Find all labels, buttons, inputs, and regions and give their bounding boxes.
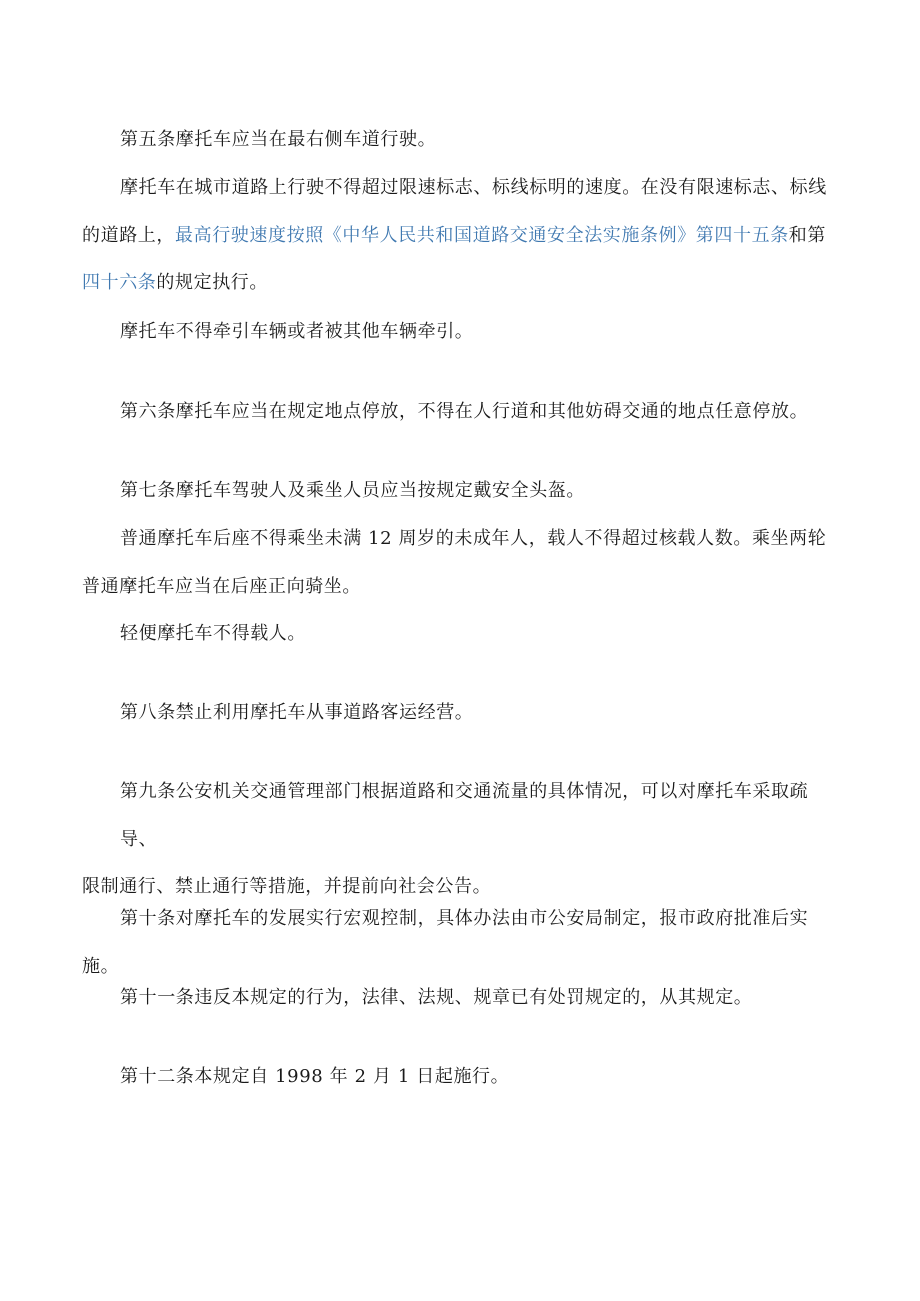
- article-5-paragraph-2: [82, 164, 832, 307]
- text-span: 的规定执行。: [156, 272, 269, 293]
- article-8-paragraph-1: 第八条禁止利用摩托车从事道路客运经营。: [120, 702, 474, 723]
- article-12-paragraph-1: 第十二条本规定自 1998 年 2 月 1 日起施行。: [120, 1066, 510, 1087]
- article-11-paragraph-1: 第十一条违反本规定的行为，法律、法规、规章已有处罚规定的，从其规定。: [120, 987, 753, 1008]
- article-9-line-2: 限制通行、禁止通行等措施，并提前向社会公告。: [82, 876, 492, 897]
- article-5-paragraph-2-line-1: 摩托车在城市道路上行驶不得超过限速标志、标线标明的速度。在没有限速标志、标线: [120, 177, 827, 198]
- article-5-paragraph-2-line-2: [82, 212, 832, 260]
- article-7-paragraph-3: 轻便摩托车不得载人。: [120, 623, 306, 644]
- article-9-paragraph: [82, 768, 832, 911]
- regulation-article-45-link[interactable]: 最高行驶速度按照《中华人民共和国道路交通安全法实施条例》第四十五条: [175, 224, 789, 246]
- article-5-paragraph-1: 第五条摩托车应当在最右侧车道行驶。: [120, 129, 437, 150]
- text-span: 和第: [788, 224, 826, 246]
- article-10-paragraph-1: 第十条对摩托车的发展实行宏观控制，具体办法由市公安局制定，报市政府批准后实施。: [82, 908, 809, 977]
- regulation-article-46-link[interactable]: 四十六条: [82, 272, 157, 293]
- article-7-paragraph-2: [82, 515, 832, 610]
- article-7-paragraph-1: 第七条摩托车驾驶人及乘坐人员应当按规定戴安全头盔。: [120, 480, 585, 501]
- article-5-paragraph-3: 摩托车不得牵引车辆或者被其他车辆牵引。: [120, 321, 474, 342]
- text-span: 的道路上，: [82, 224, 175, 246]
- article-5-paragraph-2-line-3: [82, 259, 832, 307]
- article-6-paragraph-1: 第六条摩托车应当在规定地点停放，不得在人行道和其他妨碍交通的地点任意停放。: [120, 401, 809, 422]
- article-7-paragraph-2-line-1: 普通摩托车后座不得乘坐未满 12 周岁的未成年人，载人不得超过核载人数。乘坐两轮: [120, 528, 827, 549]
- article-7-paragraph-2-line-2: 普通摩托车应当在后座正向骑坐。: [82, 575, 361, 597]
- article-9-line-1: 第九条公安机关交通管理部门根据道路和交通流量的具体情况，可以对摩托车采取疏导、: [120, 781, 809, 850]
